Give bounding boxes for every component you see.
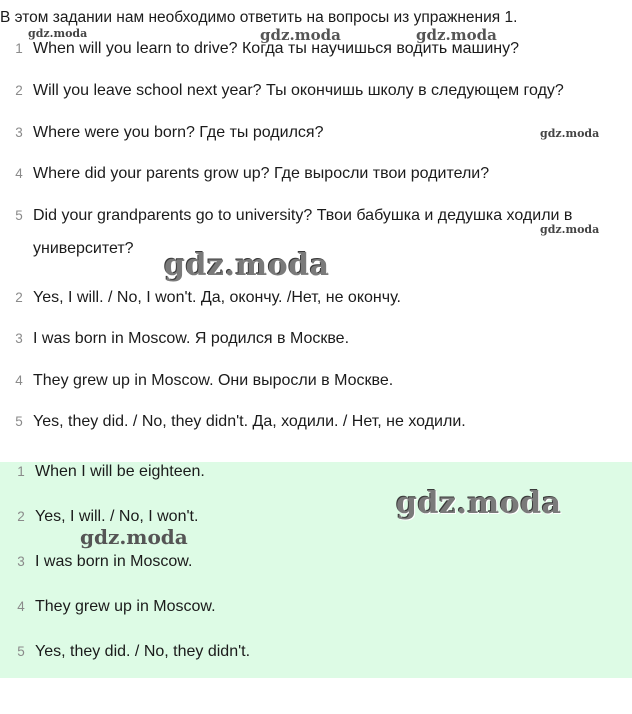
item-number: 3 bbox=[15, 331, 23, 346]
watermark: gdz.moda bbox=[540, 223, 600, 236]
watermark: gdz.moda bbox=[28, 27, 88, 40]
watermark: gdz.moda bbox=[80, 525, 188, 549]
item-text: Where were you born? Где ты родился? bbox=[33, 124, 324, 141]
watermark: gdz.moda bbox=[260, 26, 341, 44]
item-text: I was born in Moscow. bbox=[35, 553, 193, 570]
item-number: 4 bbox=[17, 599, 25, 614]
item-number: 4 bbox=[15, 373, 23, 388]
item-text: Where did your parents grow up? Где выросли твои родители? bbox=[33, 165, 490, 182]
intro-text: В этом задании нам необходимо ответить на вопросы из упражнения 1. bbox=[0, 9, 518, 26]
item-number: 4 bbox=[15, 166, 23, 181]
item-text: Yes, they did. / No, they didn't. bbox=[35, 643, 251, 660]
item-text: I was born in Moscow. Я родился в Москве. bbox=[33, 330, 350, 347]
item-number: 3 bbox=[15, 125, 23, 140]
item-text: Will you leave school next year? Ты окончишь школу в следующем году? bbox=[33, 82, 564, 99]
watermark: gdz.moda bbox=[164, 248, 330, 283]
item-text: When I will be eighteen. bbox=[35, 463, 205, 480]
item-number: 5 bbox=[15, 414, 23, 429]
item-number: 2 bbox=[17, 509, 25, 524]
watermark: gdz.moda bbox=[416, 26, 497, 44]
item-text: They grew up in Moscow. Они выросли в Москве. bbox=[33, 372, 394, 389]
watermark: gdz.moda bbox=[540, 127, 600, 140]
item-text: They grew up in Moscow. bbox=[35, 598, 216, 615]
item-number: 5 bbox=[17, 644, 25, 659]
item-number: 5 bbox=[15, 208, 23, 223]
item-text: Yes, I will. / No, I won't. bbox=[35, 508, 199, 525]
item-number: 1 bbox=[15, 41, 23, 56]
item-text: When will you learn to drive? Когда ты научишься водить машину? bbox=[33, 40, 520, 57]
item-text: Did your grandparents go to university? Твои бабушка и дедушка ходили в университет? bbox=[33, 207, 573, 257]
watermark: gdz.moda bbox=[396, 486, 562, 521]
item-number: 3 bbox=[17, 554, 25, 569]
item-text: Yes, I will. / No, I won't. Да, окончу. /Нет, не окончу. bbox=[33, 289, 401, 306]
item-number: 2 bbox=[15, 290, 23, 305]
item-text: Yes, they did. / No, they didn't. Да, ходили. / Нет, не ходили. bbox=[33, 413, 466, 430]
item-number: 2 bbox=[15, 83, 23, 98]
item-number: 1 bbox=[17, 464, 25, 479]
